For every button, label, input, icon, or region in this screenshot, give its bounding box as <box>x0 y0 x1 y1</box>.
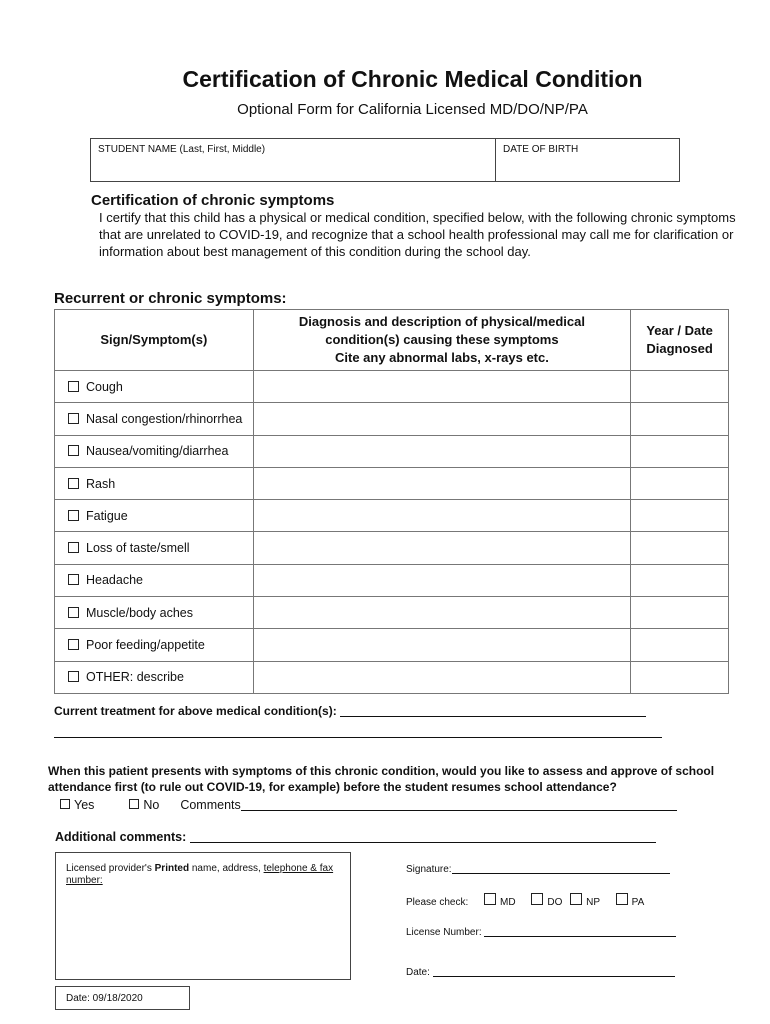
date-of-birth-label: DATE OF BIRTH <box>503 144 579 155</box>
page-subtitle: Optional Form for California Licensed MD/DO/NP/PA <box>237 101 588 118</box>
symptom-label: Cough <box>86 379 123 394</box>
year-cell[interactable] <box>631 403 729 435</box>
date-line[interactable] <box>433 976 675 977</box>
pa-checkbox[interactable] <box>616 893 628 905</box>
diagnosis-cell[interactable] <box>253 564 630 596</box>
symptom-label: Loss of taste/smell <box>86 541 190 556</box>
comments-line[interactable] <box>241 810 677 811</box>
treatment-line-2[interactable] <box>54 737 662 738</box>
table-row <box>55 371 729 403</box>
pa-label: PA <box>631 897 645 908</box>
signature-label: Signature: <box>406 864 452 875</box>
symptom-checkbox[interactable] <box>68 445 79 456</box>
diagnosis-cell[interactable] <box>253 597 630 629</box>
year-cell[interactable] <box>631 532 729 564</box>
year-cell[interactable] <box>631 597 729 629</box>
provider-label-prefix: Licensed provider's <box>66 863 152 874</box>
symptoms-table <box>54 309 729 694</box>
year-cell[interactable] <box>631 435 729 467</box>
symptom-label: Nasal congestion/rhinorrhea <box>86 411 243 426</box>
certification-text: I certify that this child has a physical or medical condition, specified below, with the following chronic symptoms that are unrelated to COVID-19, and recognize that a school health professional may call me for clarification or information about best management of this condition during the school day. <box>99 210 736 259</box>
symptom-checkbox[interactable] <box>68 671 79 682</box>
additional-comments-label: Additional comments: <box>55 830 187 844</box>
year-cell[interactable] <box>631 629 729 661</box>
table-row <box>55 403 729 435</box>
table-row <box>55 467 729 499</box>
license-label: License Number: <box>406 927 482 938</box>
do-label: DO <box>547 897 563 908</box>
diagnosis-cell[interactable] <box>253 532 630 564</box>
diagnosis-header-line3: Cite any abnormal labs, x-rays etc. <box>334 350 549 365</box>
date-row <box>406 967 675 978</box>
treatment-label: Current treatment for above medical condition(s): <box>54 704 337 718</box>
student-name-label: STUDENT NAME (Last, First, Middle) <box>98 144 266 155</box>
license-row <box>406 927 676 938</box>
no-checkbox[interactable] <box>129 799 139 809</box>
diagnosis-cell[interactable] <box>253 467 630 499</box>
table-row <box>55 435 729 467</box>
diagnosis-cell[interactable] <box>253 435 630 467</box>
signature-line[interactable] <box>452 873 670 874</box>
year-cell[interactable] <box>631 467 729 499</box>
symptom-label: Fatigue <box>86 508 128 523</box>
additional-comments-line[interactable] <box>190 842 656 843</box>
md-checkbox[interactable] <box>484 893 496 905</box>
symptom-checkbox[interactable] <box>68 478 79 489</box>
symptom-checkbox[interactable] <box>68 574 79 585</box>
please-check-row <box>406 893 644 908</box>
year-diagnosed-header <box>631 310 729 371</box>
yes-checkbox[interactable] <box>60 799 70 809</box>
year-header-line1: Year / Date <box>646 323 713 338</box>
form-date: Date: 09/18/2020 <box>66 993 143 1004</box>
page-title: Certification of Chronic Medical Condition <box>182 66 643 92</box>
yes-label: Yes <box>74 798 95 812</box>
table-row <box>55 661 729 693</box>
certification-heading: Certification of chronic symptoms <box>91 192 335 209</box>
symptom-label: Headache <box>86 573 143 588</box>
table-row <box>55 532 729 564</box>
year-cell[interactable] <box>631 500 729 532</box>
diagnosis-cell[interactable] <box>253 629 630 661</box>
symptom-label: Poor feeding/appetite <box>86 638 205 653</box>
year-cell[interactable] <box>631 661 729 693</box>
np-checkbox[interactable] <box>570 893 582 905</box>
do-checkbox[interactable] <box>531 893 543 905</box>
provider-label-phone: telephone & fax <box>263 863 334 874</box>
signature-row <box>406 864 670 875</box>
symptom-checkbox[interactable] <box>68 381 79 392</box>
symptom-checkbox[interactable] <box>68 639 79 650</box>
date-label: Date: <box>406 967 430 978</box>
form-date-box <box>55 986 190 1010</box>
treatment-line[interactable] <box>340 716 646 717</box>
year-cell[interactable] <box>631 564 729 596</box>
student-name-field[interactable] <box>91 139 496 181</box>
student-info-box <box>90 138 680 182</box>
year-cell[interactable] <box>631 371 729 403</box>
table-row <box>55 597 729 629</box>
diagnosis-cell[interactable] <box>253 661 630 693</box>
no-label: No <box>143 798 160 812</box>
recurrent-symptoms-heading: Recurrent or chronic symptoms: <box>54 290 287 307</box>
symptom-checkbox[interactable] <box>68 413 79 424</box>
diagnosis-cell[interactable] <box>253 403 630 435</box>
symptom-label: Nausea/vomiting/diarrhea <box>86 444 229 459</box>
diagnosis-cell[interactable] <box>253 371 630 403</box>
symptom-label: Muscle/body aches <box>86 605 194 620</box>
table-row <box>55 564 729 596</box>
provider-label-printed: Printed <box>154 863 190 874</box>
np-label: NP <box>586 897 600 908</box>
diagnosis-header-line1: Diagnosis and description of physical/medical <box>298 314 585 329</box>
table-header-row <box>55 310 729 371</box>
diagnosis-header-line2: condition(s) causing these symptoms <box>325 332 559 347</box>
date-of-birth-field[interactable] <box>496 139 681 181</box>
license-line[interactable] <box>484 936 676 937</box>
year-header-line2: Diagnosed <box>646 341 713 356</box>
md-label: MD <box>500 897 516 908</box>
table-row <box>55 629 729 661</box>
diagnosis-header <box>253 310 630 371</box>
comments-label: Comments <box>180 798 241 812</box>
symptom-label: OTHER: describe <box>86 670 184 685</box>
treatment-row <box>54 704 646 718</box>
table-row <box>55 500 729 532</box>
symptom-checkbox[interactable] <box>68 542 79 553</box>
provider-label-number: number: <box>66 875 103 886</box>
symptom-checkbox[interactable] <box>68 510 79 521</box>
provider-info-box[interactable] <box>55 852 351 980</box>
symptom-checkbox[interactable] <box>68 607 79 618</box>
sign-symptom-header: Sign/Symptom(s) <box>55 310 254 371</box>
please-check-label: Please check: <box>406 897 469 908</box>
symptom-label: Rash <box>86 476 116 491</box>
additional-comments-row <box>55 830 656 844</box>
attendance-options <box>60 798 677 812</box>
attendance-question: When this patient presents with symptoms of this chronic condition, would you like to assess and approve of school attendance first (to rule out COVID-19, for example) before the student resumes school attendance? <box>48 764 715 794</box>
provider-label-middle: name, address, <box>191 863 261 874</box>
diagnosis-cell[interactable] <box>253 500 630 532</box>
